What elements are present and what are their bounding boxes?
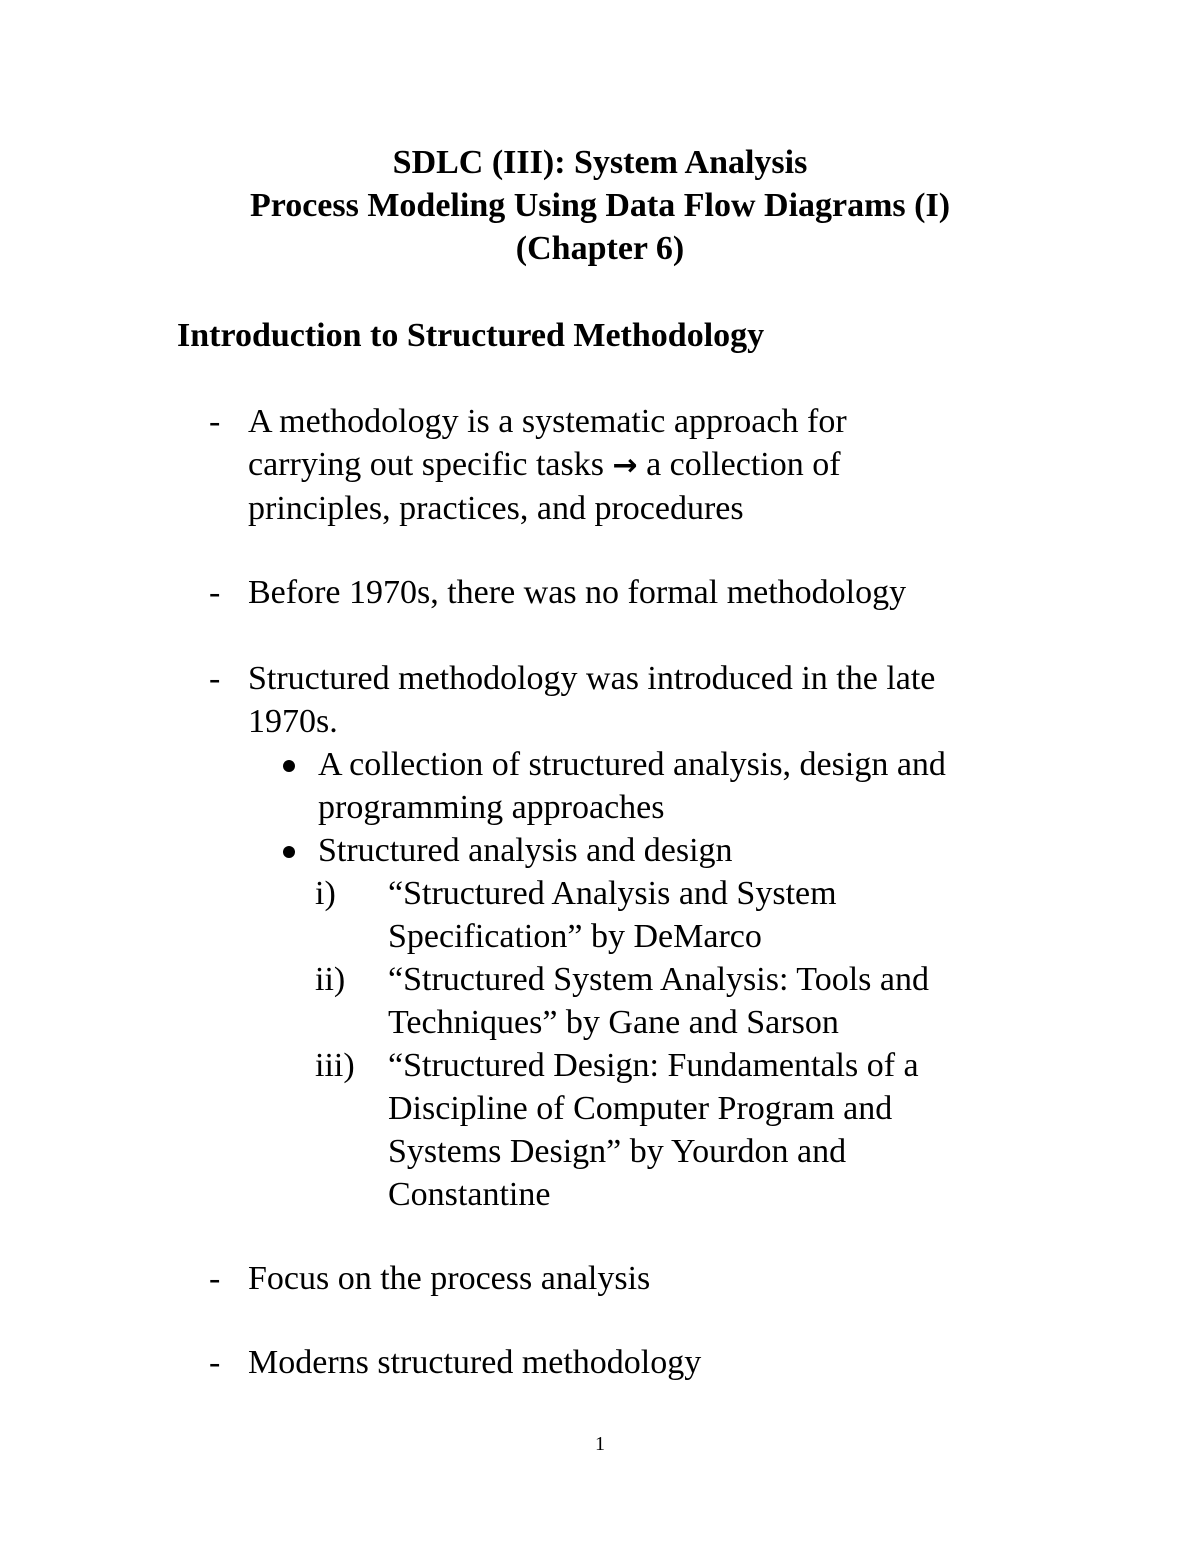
- reference-text-line: “Structured Design: Fundamentals of a: [388, 1047, 919, 1084]
- arrow-right-icon: →: [612, 448, 638, 483]
- reference-text-line: Techniques” by Gane and Sarson: [388, 1004, 839, 1041]
- reference-text-line: Specification” by DeMarco: [388, 918, 762, 955]
- dash-marker: -: [209, 1260, 221, 1297]
- list-item-text-line: principles, practices, and procedures: [248, 490, 744, 527]
- reference-text-line: Constantine: [388, 1176, 551, 1213]
- list-item-text-line: Moderns structured methodology: [248, 1344, 702, 1381]
- reference-text-line: “Structured System Analysis: Tools and: [388, 961, 929, 998]
- text-segment: carrying out specific tasks: [248, 446, 613, 483]
- dash-marker: -: [209, 403, 221, 440]
- bullet-text-line: programming approaches: [318, 789, 665, 826]
- bullet-text-line: A collection of structured analysis, design and: [318, 746, 946, 783]
- section-heading: Introduction to Structured Methodology: [177, 317, 765, 354]
- bullet-icon: [283, 760, 295, 772]
- dash-marker: -: [209, 660, 221, 697]
- list-item-text-line: A methodology is a systematic approach for: [248, 403, 847, 440]
- reference-number: iii): [315, 1047, 355, 1084]
- title-line-1: SDLC (III): System Analysis: [392, 144, 808, 181]
- list-item-text-line: Before 1970s, there was no formal methodology: [248, 574, 907, 611]
- list-item-text-line: Focus on the process analysis: [248, 1260, 651, 1297]
- list-item-text-line: [248, 443, 847, 487]
- list-item-text-line: 1970s.: [248, 703, 338, 740]
- text-segment: a collection of: [637, 446, 841, 483]
- reference-text-line: Systems Design” by Yourdon and: [388, 1133, 847, 1170]
- dash-marker: -: [209, 1344, 221, 1381]
- bullet-icon: [283, 846, 295, 858]
- document-title: [0, 141, 1200, 270]
- title-line-3: (Chapter 6): [515, 230, 685, 267]
- title-line-2: Process Modeling Using Data Flow Diagrams (I): [249, 187, 951, 224]
- reference-text-line: “Structured Analysis and System: [388, 875, 837, 912]
- list-item-text-line: Structured methodology was introduced in the late: [248, 660, 936, 697]
- reference-number: ii): [315, 961, 346, 998]
- reference-text-line: Discipline of Computer Program and: [388, 1090, 893, 1127]
- page-number: 1: [595, 1433, 605, 1455]
- bullet-text-line: Structured analysis and design: [318, 832, 733, 869]
- reference-number: i): [315, 875, 336, 912]
- dash-marker: -: [209, 574, 221, 611]
